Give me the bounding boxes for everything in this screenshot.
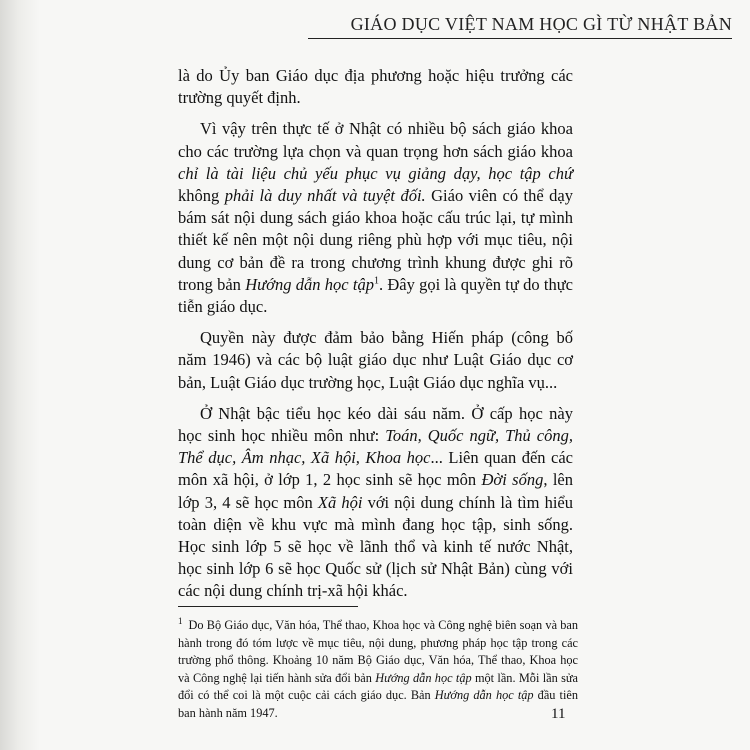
page-spine-shadow (0, 0, 40, 750)
paragraph-2 (178, 118, 573, 318)
footnote-text-a: Do Bộ Giáo dục, Văn hóa, Thể thao, Khoa học và Công nghệ biên soạn và ban hành trong đó tóm lược về mục tiêu, nội dung, phương pháp học tập trong các trường phổ thông. Khoảng 10 năm Bộ Giáo dục, Văn hóa, Thể thao, Khoa học và Công nghệ lại tiến hành sửa đổi bản (178, 618, 578, 685)
body-text (178, 65, 573, 612)
footnote-text-c: một lần. Mỗi lần sửa đổi có thể coi là một cuộc cải cách giáo dục. Bản (178, 670, 578, 703)
paragraph-2-text-e: Giáo viên có thể dạy bám sát nội dung sách giáo khoa hoặc cấu trúc lại, tự mình thiết kế nên một nội dung riêng phù hợp với mục tiêu, nội dung cơ bản đề ra trong chương trình khung được ghi rõ trong bản (178, 186, 573, 294)
paragraph-2-italic-b: chỉ là tài liệu chủ yếu phục vụ giảng dạy, học tập chứ (178, 163, 573, 183)
paragraph-3: Quyền này được đảm bảo bằng Hiến pháp (công bố năm 1946) và các bộ luật giáo dục như Luật Giáo dục cơ bản, Luật Giáo dục trường học, Luật Giáo dục nghĩa vụ... (178, 328, 573, 392)
paragraph-2-text-c: không (178, 186, 225, 206)
footnote-italic-d: Hướng dẫn học tập (434, 688, 534, 703)
paragraph-4-text-c: ... Liên quan đến các môn xã hội, ở lớp 1, 2 học sinh sẽ học môn (178, 448, 573, 490)
header-rule (308, 38, 732, 39)
footnote (178, 613, 578, 723)
paragraph-2-italic-f: Hướng dẫn học tập (245, 274, 374, 294)
paragraph-4-italic-b: Toán, Quốc ngữ, Thủ công, Thể dục, Âm nhạc, Xã hội, Khoa học (178, 426, 573, 468)
footnote-rule (178, 606, 358, 607)
page-number: 11 (551, 706, 566, 722)
paragraph-1: là do Ủy ban Giáo dục địa phương hoặc hiệu trưởng các trường quyết định. (178, 66, 573, 108)
footnote-reference: 1 (373, 275, 379, 287)
running-header: GIÁO DỤC VIỆT NAM HỌC GÌ TỪ NHẬT BẢN (350, 14, 732, 34)
paragraph-4-text-a: Ở Nhật bậc tiểu học kéo dài sáu năm. Ở cấp học này học sinh học nhiều môn như: (178, 403, 573, 446)
footnote-text-e: đầu tiên ban hành năm 1947. (178, 688, 578, 721)
paragraph-4-text-g: với nội dung chính là tìm hiểu toàn diện về khu vực mà mình đang học tập, sinh sống. Học sinh lớp 5 sẽ học về lãnh thổ và kinh tế nước Nhật, học sinh lớp 6 sẽ học Quốc sử (lịch sử Nhật Bản) cùng với các nội dung chính trị-xã hội khác. (178, 492, 573, 601)
footnote-italic-b: Hướng dẫn học tập (375, 670, 472, 685)
paragraph-4-text-e: , lên lớp 3, 4 sẽ học môn (178, 470, 573, 512)
paragraph-2-italic-d: phải là duy nhất và tuyệt đối. (224, 186, 426, 206)
footnote-mark: 1 (178, 616, 183, 626)
paragraph-2-text-a: Vì vậy trên thực tế ở Nhật có nhiều bộ sách giáo khoa cho các trường lựa chọn và quan trọng hơn sách giáo khoa (178, 119, 573, 161)
paragraph-4-italic-d: Đời sống (481, 470, 544, 490)
paragraph-2-text-g: . Đây gọi là quyền tự do thực tiễn giáo dục. (178, 274, 573, 317)
paragraph-4-italic-f: Xã hội (317, 492, 363, 512)
paragraph-4 (178, 403, 573, 603)
